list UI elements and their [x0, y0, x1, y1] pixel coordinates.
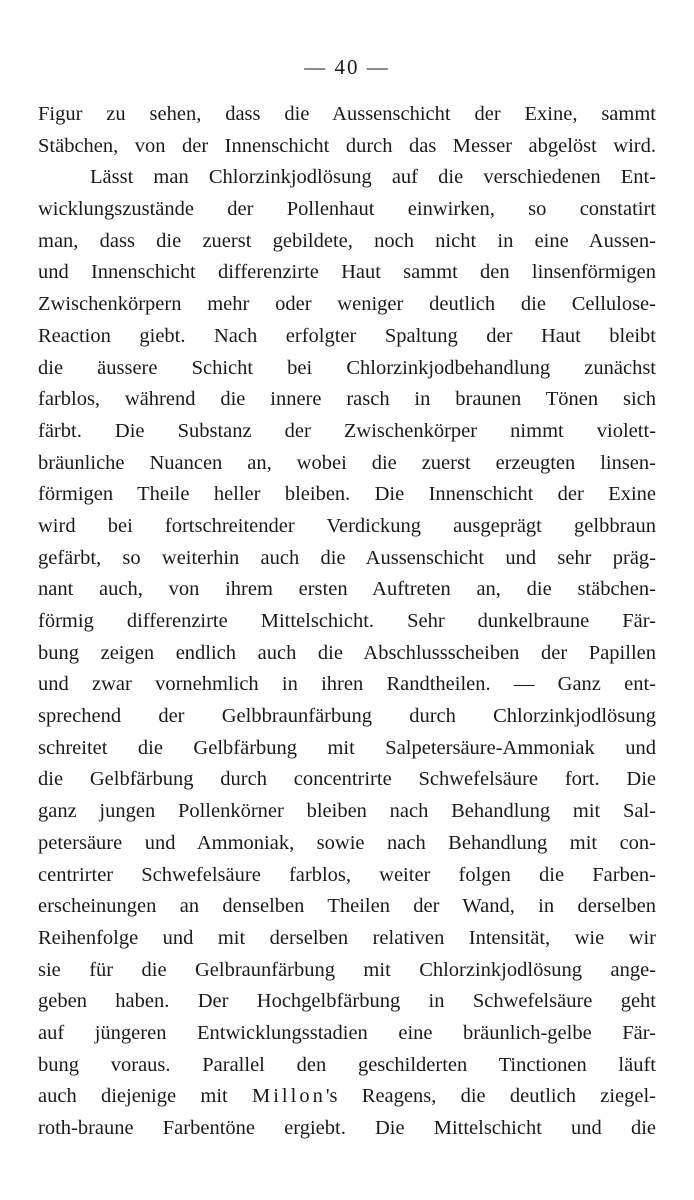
text-line: förmig differenzirte Mittelschicht. Sehr dunkelbraune Fär- — [38, 610, 656, 632]
text-line: erscheinungen an denselben Theilen der Wand, in derselben — [38, 895, 656, 918]
text-line: und zwar vornehmlich in ihren Randtheilen. — Ganz ent- — [38, 673, 656, 696]
text-fragment: auch diejenige mit — [38, 1085, 252, 1108]
spaced-name: Millon — [252, 1085, 326, 1108]
text-line: gefärbt, so weiterhin auch die Aussenschicht und sehr präg- — [38, 546, 656, 569]
body-text — [38, 99, 656, 1145]
text-line: Reihenfolge und mit derselben relativen Intensität, wie wir — [38, 926, 656, 949]
text-fragment: 's Reagens, die deutlich ziegel- — [325, 1085, 656, 1108]
text-line: wird bei fortschreitender Verdickung ausgeprägt gelbbraun — [38, 514, 656, 537]
text-line: die äussere Schicht bei Chlorzinkjodbehandlung zunächst — [38, 356, 656, 379]
paragraph-first-line: Lässt man Chlorzinkjodlösung auf die verschiedenen Ent- — [90, 166, 656, 189]
text-line: nant auch, von ihrem ersten Auftreten an, die stäbchen- — [38, 578, 656, 601]
text-line: schreitet die Gelbfärbung mit Salpetersäure-Ammoniak und — [38, 736, 656, 759]
text-line: und Innenschicht differenzirte Haut sammt den linsenförmigen — [38, 261, 656, 284]
text-line: Reaction giebt. Nach erfolgter Spaltung der Haut bleibt — [38, 324, 656, 347]
text-line: bräunliche Nuancen an, wobei die zuerst erzeugten linsen- — [38, 451, 656, 474]
text-line: ganz jungen Pollenkörner bleiben nach Behandlung mit Sal- — [38, 800, 656, 823]
text-line: centrirter Schwefelsäure farblos, weiter folgen die Farben- — [38, 863, 656, 886]
text-line: farblos, während die innere rasch in braunen Tönen sich — [38, 388, 656, 411]
text-line: bung zeigen endlich auch die Abschlussscheiben der Papillen — [38, 641, 656, 664]
text-line: wicklungszustände der Pollenhaut einwirken, so constatirt — [38, 198, 656, 221]
text-line: Zwischenkörpern mehr oder weniger deutlich die Cellulose- — [38, 293, 656, 316]
text-line: auf jüngeren Entwicklungsstadien eine bräunlich-gelbe Fär- — [38, 1021, 656, 1044]
text-line: färbt. Die Substanz der Zwischenkörper nimmt violett- — [38, 419, 656, 442]
text-line: roth-braune Farbentöne ergiebt. Die Mittelschicht und die — [38, 1117, 656, 1139]
text-line: sie für die Gelbraunfärbung mit Chlorzinkjodlösung ange- — [38, 958, 656, 981]
text-line: förmigen Theile heller bleiben. Die Innenschicht der Exine — [38, 483, 656, 506]
text-line: man, dass die zuerst gebildete, noch nicht in eine Aussen- — [38, 229, 656, 252]
text-line: geben haben. Der Hochgelbfärbung in Schwefelsäure geht — [38, 990, 656, 1013]
text-line: die Gelbfärbung durch concentrirte Schwefelsäure fort. Die — [38, 768, 656, 791]
text-line: bung voraus. Parallel den geschilderten Tinctionen läuft — [38, 1053, 656, 1076]
page-number: — 40 — — [304, 55, 390, 79]
text-line: Figur zu sehen, dass die Aussenschicht der Exine, sammt — [38, 103, 656, 125]
text-line-with-spaced-name — [38, 1081, 656, 1113]
text-line: sprechend der Gelbbraunfärbung durch Chlorzinkjodlösung — [38, 705, 656, 728]
text-line: Stäbchen, von der Innenschicht durch das Messer abgelöst wird. — [38, 134, 656, 157]
text-line: petersäure und Ammoniak, sowie nach Behandlung mit con- — [38, 831, 656, 854]
